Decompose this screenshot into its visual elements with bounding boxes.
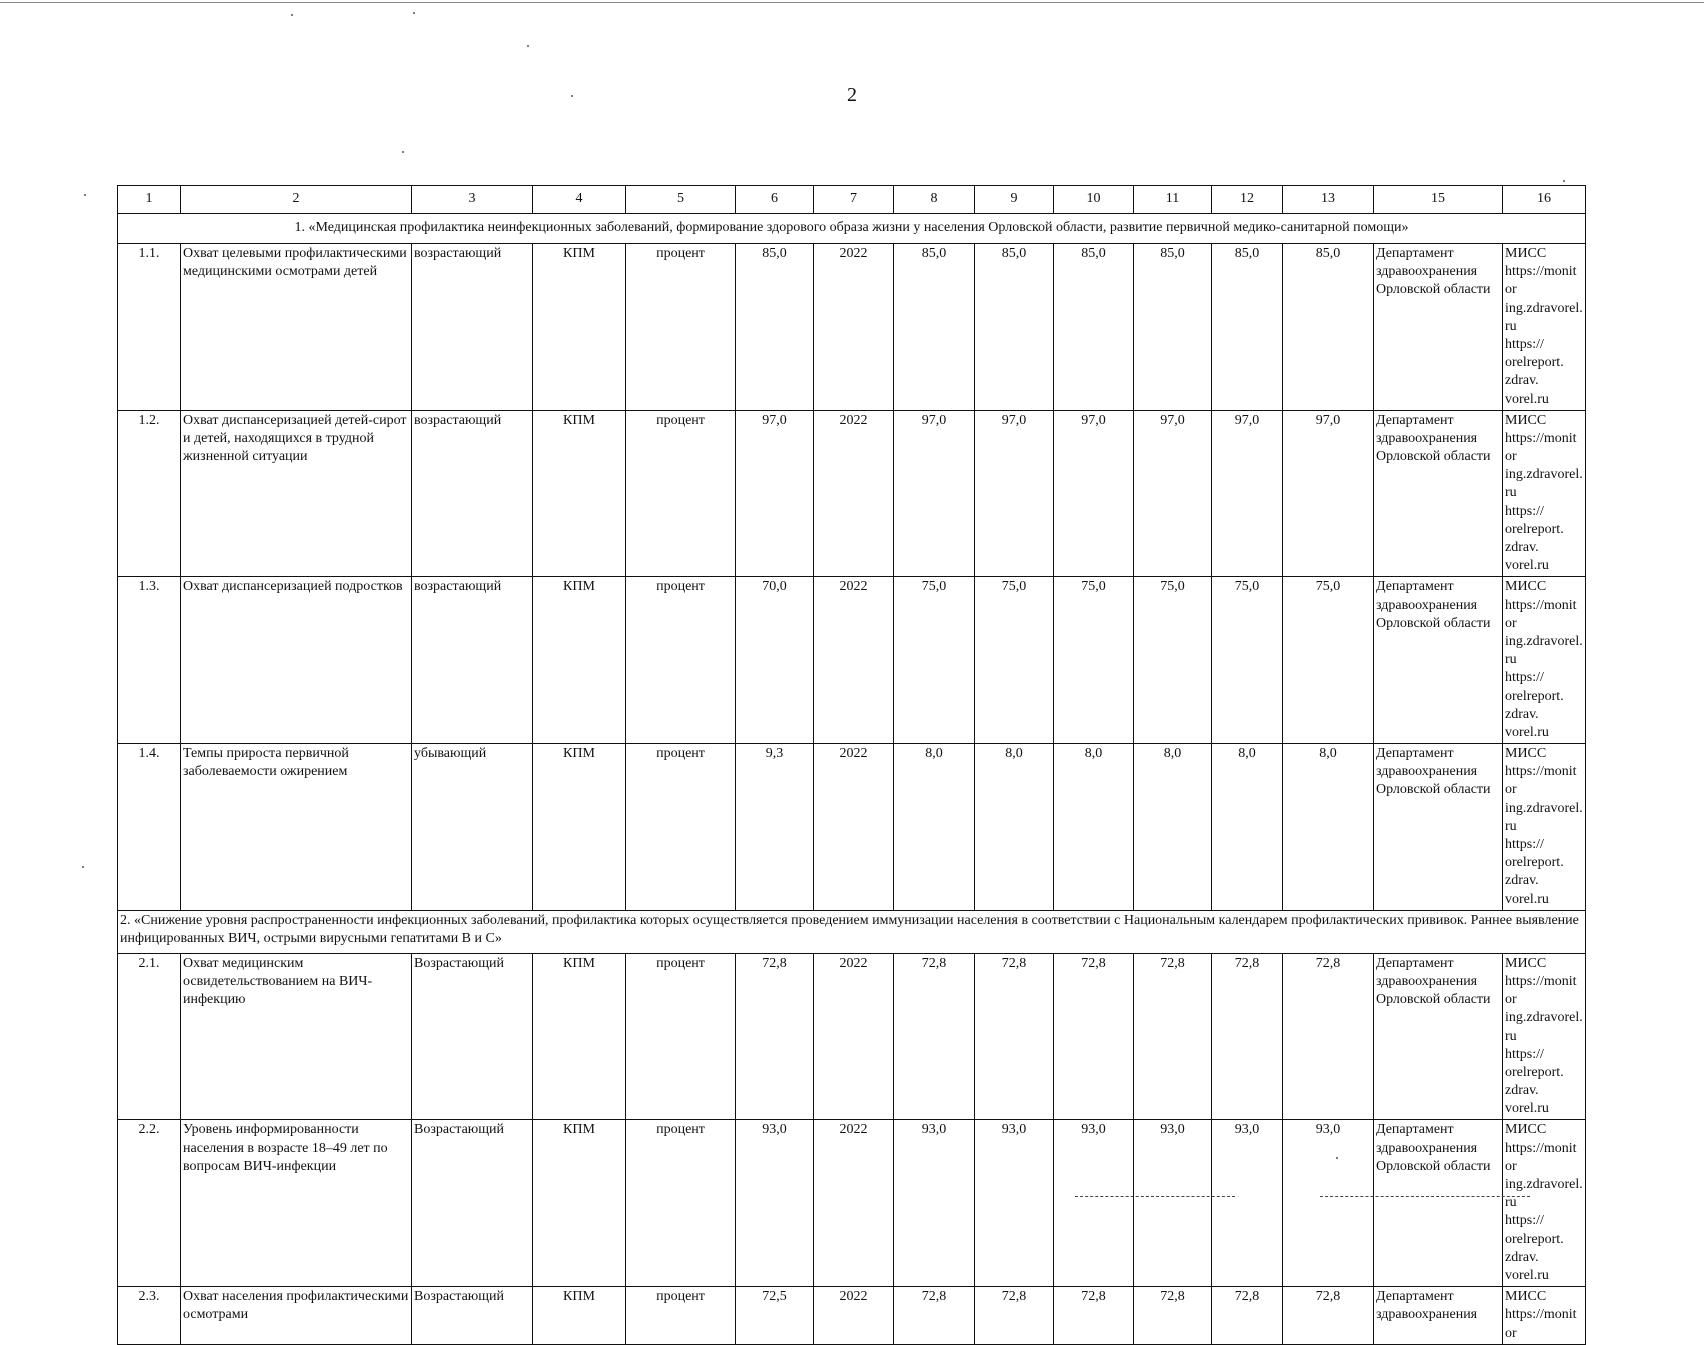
source-line: orelreport. (1505, 355, 1564, 371)
value-cell: 8,0 (1283, 744, 1374, 911)
source-line: ing.zdravorel. (1505, 467, 1583, 483)
column-header: 11 (1134, 186, 1212, 214)
level-cell: КПМ (533, 410, 626, 577)
source-line: ing.zdravorel. (1505, 633, 1583, 649)
value-cell: 72,8 (975, 953, 1054, 1120)
scan-speck (402, 151, 404, 153)
source-line: orelreport. (1505, 688, 1564, 704)
value-cell: 93,0 (1134, 1120, 1212, 1287)
column-header: 1 (118, 186, 181, 214)
header-row (118, 186, 1586, 214)
value-cell: 93,0 (1283, 1120, 1374, 1287)
column-header: 10 (1054, 186, 1134, 214)
trend-cell: возрастающий (412, 577, 533, 744)
responsible-cell: Департамент здравоохранения Орловской области (1374, 1120, 1503, 1287)
base-value-cell: 70,0 (736, 577, 814, 744)
source-line: https://monitor (1505, 1140, 1577, 1174)
section-title: 2. «Снижение уровня распространенности инфекционных заболеваний, профилактика которых осуществляется проведением иммунизации населения в соответствии с Национальным календарем профилактических прививок. Раннее выявление инфицированных ВИЧ, острыми вирусными гепатитами В и С» (118, 910, 1586, 953)
source-line: https://monitor (1505, 597, 1577, 631)
value-cell: 72,8 (1054, 953, 1134, 1120)
value-cell: 93,0 (975, 1120, 1054, 1287)
source-line: https:// (1505, 670, 1544, 686)
source-line: zdrav. vorel.ru (1505, 373, 1549, 407)
scan-edge-bottom (1320, 1196, 1530, 1197)
value-cell: 72,8 (894, 953, 975, 1120)
source-line: ru (1505, 652, 1517, 668)
page-number: 2 (847, 84, 857, 106)
column-header: 3 (412, 186, 533, 214)
source-line: МИСС (1505, 1122, 1547, 1138)
value-cell: 8,0 (1134, 744, 1212, 911)
value-cell: 72,8 (1054, 1287, 1134, 1345)
source-line: https:// (1505, 503, 1544, 519)
source-line: ing.zdravorel. (1505, 1177, 1583, 1192)
trend-cell: убывающий (412, 744, 533, 911)
value-cell: 93,0 (1054, 1120, 1134, 1287)
table-row (118, 577, 1586, 744)
value-cell: 72,8 (1283, 1287, 1374, 1345)
column-header: 15 (1374, 186, 1503, 214)
source-cell (1503, 1120, 1586, 1287)
table-body (118, 186, 1586, 1345)
unit-cell: процент (626, 410, 736, 577)
indicator-name: Темпы прироста первичной заболеваемости ожирением (181, 744, 412, 911)
source-line: ing.zdravorel. (1505, 800, 1583, 816)
value-cell: 97,0 (1134, 410, 1212, 577)
scan-speck (527, 45, 529, 47)
base-year-cell: 2022 (814, 410, 894, 577)
value-cell: 75,0 (1134, 577, 1212, 744)
column-header: 2 (181, 186, 412, 214)
column-header: 6 (736, 186, 814, 214)
value-cell: 97,0 (1212, 410, 1283, 577)
value-cell: 8,0 (1212, 744, 1283, 911)
value-cell: 8,0 (894, 744, 975, 911)
row-number: 2.3. (118, 1287, 181, 1345)
scan-speck (84, 194, 86, 196)
scan-speck (1336, 1157, 1338, 1159)
source-line: ing.zdravorel. (1505, 1010, 1583, 1026)
base-value-cell: 97,0 (736, 410, 814, 577)
source-line: orelreport. (1505, 1231, 1564, 1247)
value-cell: 8,0 (1054, 744, 1134, 911)
source-line: zdrav. vorel.ru (1505, 873, 1549, 907)
column-header: 8 (894, 186, 975, 214)
unit-cell: процент (626, 1120, 736, 1287)
trend-cell: возрастающий (412, 244, 533, 411)
source-line: ru (1505, 485, 1517, 501)
trend-cell: Возрастающий (412, 1287, 533, 1345)
base-year-cell: 2022 (814, 744, 894, 911)
base-year-cell: 2022 (814, 577, 894, 744)
value-cell: 72,8 (1212, 1287, 1283, 1345)
indicator-name: Охват целевыми профилактическими медицинскими осмотрами детей (181, 244, 412, 411)
value-cell: 75,0 (894, 577, 975, 744)
section-header-row (118, 214, 1586, 244)
row-number: 2.1. (118, 953, 181, 1120)
source-cell (1503, 577, 1586, 744)
unit-cell: процент (626, 577, 736, 744)
source-line: МИСС (1505, 955, 1547, 971)
level-cell: КПМ (533, 244, 626, 411)
source-line: ru (1505, 1195, 1517, 1211)
scan-speck (291, 14, 293, 16)
table-row (118, 744, 1586, 911)
source-cell (1503, 953, 1586, 1120)
base-year-cell: 2022 (814, 1287, 894, 1345)
value-cell: 97,0 (975, 410, 1054, 577)
column-header: 4 (533, 186, 626, 214)
source-line: https:// (1505, 837, 1544, 852)
source-line: ru (1505, 1028, 1517, 1044)
column-header: 9 (975, 186, 1054, 214)
value-cell: 72,8 (975, 1287, 1054, 1345)
level-cell: КПМ (533, 1287, 626, 1345)
source-line: МИСС (1505, 246, 1547, 261)
source-line: МИСС (1505, 1289, 1547, 1305)
indicator-name: Охват диспансеризацией детей-сирот и детей, находящихся в трудной жизненной ситуации (181, 410, 412, 577)
responsible-cell: Департамент здравоохранения Орловской области (1374, 244, 1503, 411)
source-line: https://monitor (1505, 430, 1577, 465)
value-cell: 85,0 (1054, 244, 1134, 411)
source-line: ru (1505, 818, 1517, 834)
base-value-cell: 72,8 (736, 953, 814, 1120)
source-line: zdrav. vorel.ru (1505, 1249, 1549, 1283)
responsible-cell: Департамент здравоохранения (1374, 1287, 1503, 1345)
trend-cell: возрастающий (412, 410, 533, 577)
base-year-cell: 2022 (814, 953, 894, 1120)
trend-cell: Возрастающий (412, 953, 533, 1120)
value-cell: 85,0 (975, 244, 1054, 411)
source-line: ing.zdravorel. (1505, 300, 1583, 316)
unit-cell: процент (626, 1287, 736, 1345)
column-header: 7 (814, 186, 894, 214)
base-value-cell: 9,3 (736, 744, 814, 911)
table-row (118, 953, 1586, 1120)
source-line: https://monitor (1505, 264, 1577, 298)
value-cell: 85,0 (1134, 244, 1212, 411)
indicator-name: Охват медицинским освидетельствованием на ВИЧ-инфекцию (181, 953, 412, 1120)
source-line: orelreport. (1505, 1064, 1564, 1080)
value-cell: 72,8 (894, 1287, 975, 1345)
row-number: 1.1. (118, 244, 181, 411)
value-cell: 72,8 (1212, 953, 1283, 1120)
base-value-cell: 85,0 (736, 244, 814, 411)
responsible-cell: Департамент здравоохранения Орловской области (1374, 577, 1503, 744)
source-line: orelreport. (1505, 855, 1564, 871)
source-line: https://monitor (1505, 973, 1577, 1008)
column-header: 13 (1283, 186, 1374, 214)
level-cell: КПМ (533, 1120, 626, 1287)
source-line: МИСС (1505, 412, 1547, 428)
responsible-cell: Департамент здравоохранения Орловской области (1374, 410, 1503, 577)
indicator-name: Охват населения профилактическими осмотрами (181, 1287, 412, 1345)
row-number: 1.4. (118, 744, 181, 911)
source-line: МИСС (1505, 746, 1547, 762)
source-cell (1503, 410, 1586, 577)
value-cell: 72,8 (1283, 953, 1374, 1120)
row-number: 2.2. (118, 1120, 181, 1287)
source-cell (1503, 1287, 1586, 1345)
scan-speck (1563, 180, 1565, 182)
base-value-cell: 93,0 (736, 1120, 814, 1287)
responsible-cell: Департамент здравоохранения Орловской области (1374, 953, 1503, 1120)
source-line: zdrav. vorel.ru (1505, 540, 1549, 574)
column-header: 16 (1503, 186, 1586, 214)
column-header: 12 (1212, 186, 1283, 214)
indicator-name: Охват диспансеризацией подростков (181, 577, 412, 744)
scan-speck (82, 866, 84, 868)
trend-cell: Возрастающий (412, 1120, 533, 1287)
table-row (118, 1287, 1586, 1345)
row-number: 1.2. (118, 410, 181, 577)
value-cell: 85,0 (1283, 244, 1374, 411)
section-header-row (118, 910, 1586, 953)
source-line: zdrav. vorel.ru (1505, 1083, 1549, 1117)
level-cell: КПМ (533, 577, 626, 744)
source-cell (1503, 244, 1586, 411)
value-cell: 75,0 (975, 577, 1054, 744)
value-cell: 97,0 (894, 410, 975, 577)
table-row (118, 410, 1586, 577)
source-line: https://monitor (1505, 1307, 1577, 1341)
level-cell: КПМ (533, 953, 626, 1120)
source-line: МИСС (1505, 579, 1547, 595)
base-year-cell: 2022 (814, 1120, 894, 1287)
unit-cell: процент (626, 244, 736, 411)
value-cell: 85,0 (1212, 244, 1283, 411)
table-row (118, 244, 1586, 411)
value-cell: 93,0 (894, 1120, 975, 1287)
value-cell: 75,0 (1212, 577, 1283, 744)
value-cell: 8,0 (975, 744, 1054, 911)
base-year-cell: 2022 (814, 244, 894, 411)
source-line: orelreport. (1505, 521, 1564, 537)
value-cell: 97,0 (1283, 410, 1374, 577)
source-line: https://monitor (1505, 764, 1577, 798)
source-line: https:// (1505, 1046, 1544, 1062)
table-row (118, 1120, 1586, 1287)
indicators-table (117, 185, 1586, 1345)
source-cell (1503, 744, 1586, 911)
level-cell: КПМ (533, 744, 626, 911)
unit-cell: процент (626, 744, 736, 911)
value-cell: 72,8 (1134, 953, 1212, 1120)
scan-edge-bottom (1075, 1196, 1235, 1197)
indicator-name: Уровень информированности населения в возрасте 18–49 лет по вопросам ВИЧ-инфекции (181, 1120, 412, 1287)
value-cell: 75,0 (1283, 577, 1374, 744)
scan-speck (571, 95, 573, 97)
row-number: 1.3. (118, 577, 181, 744)
value-cell: 97,0 (1054, 410, 1134, 577)
unit-cell: процент (626, 953, 736, 1120)
value-cell: 75,0 (1054, 577, 1134, 744)
scan-speck (413, 12, 415, 14)
responsible-cell: Департамент здравоохранения Орловской области (1374, 744, 1503, 911)
value-cell: 93,0 (1212, 1120, 1283, 1287)
source-line: ru (1505, 318, 1517, 334)
source-line: https:// (1505, 1213, 1544, 1229)
value-cell: 72,8 (1134, 1287, 1212, 1345)
column-header: 5 (626, 186, 736, 214)
scan-edge-top (0, 2, 1704, 3)
section-title: 1. «Медицинская профилактика неинфекционных заболеваний, формирование здорового образа жизни у населения Орловской области, развитие первичной медико-санитарной помощи» (118, 214, 1586, 244)
base-value-cell: 72,5 (736, 1287, 814, 1345)
value-cell: 85,0 (894, 244, 975, 411)
source-line: zdrav. vorel.ru (1505, 706, 1549, 740)
source-line: https:// (1505, 336, 1544, 352)
